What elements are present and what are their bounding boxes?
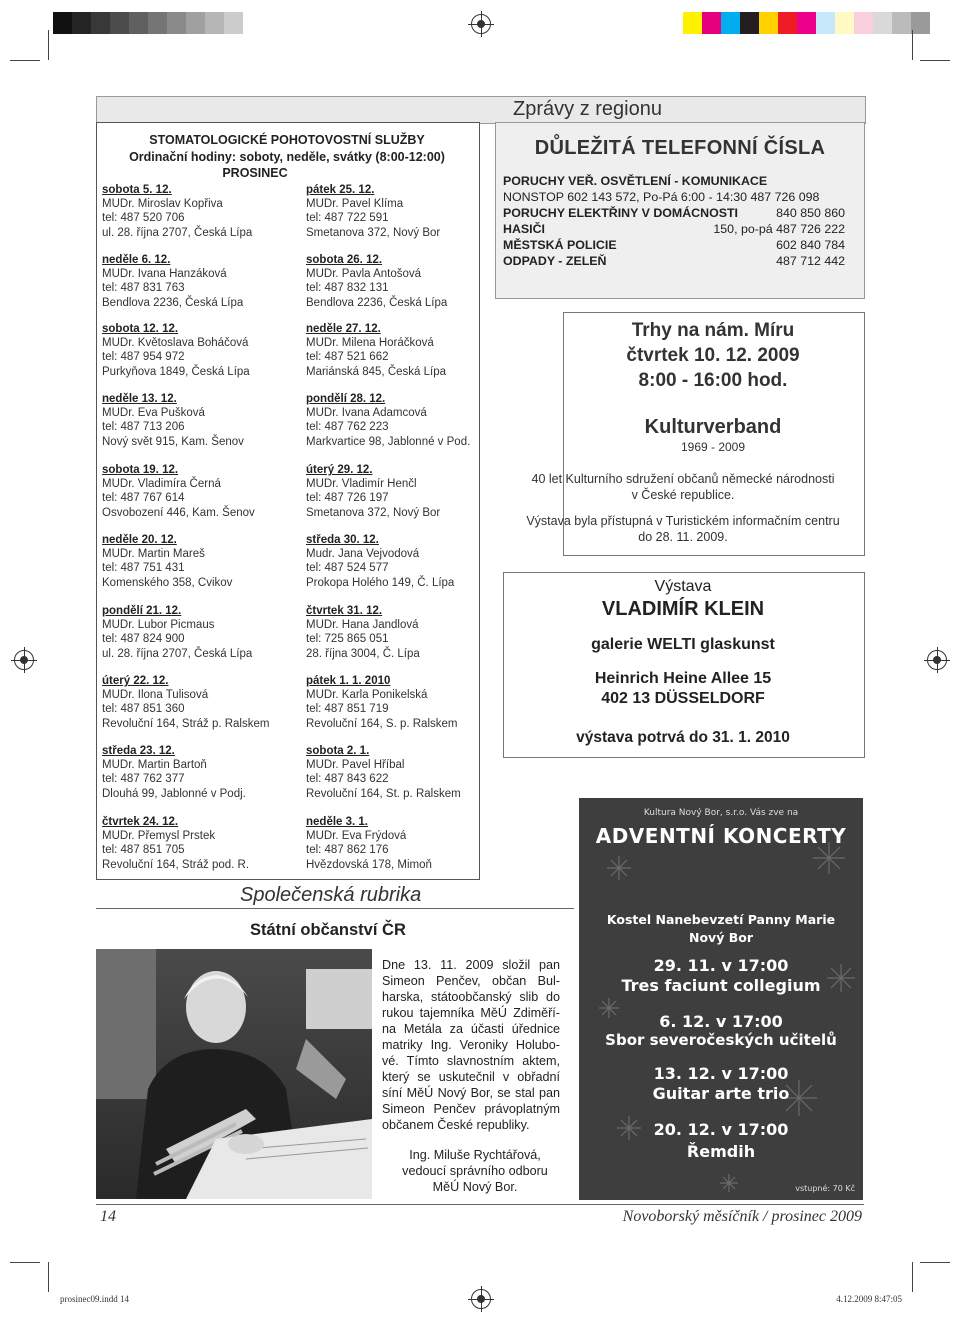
duty-address: Revoluční 164, St. p. Ralskem [306,787,461,800]
registration-mark-bottom [471,1289,491,1309]
duty-phone: tel: 487 722 591 [306,212,389,225]
duty-entry [306,463,440,520]
duty-address: Bendlova 2236, Česká Lípa [102,296,244,309]
phone-line [503,222,845,238]
duty-date: neděle 3. 1. [306,816,369,828]
duty-entry [306,392,470,449]
story-line: který se uskutečnil v obřadní [382,1070,560,1084]
color-swatch [854,12,873,34]
phone-label: PORUCHY ELEKTŘINY V DOMÁCNOSTI [503,206,738,220]
kulturverband-years: 1969 - 2009 [680,440,746,454]
market-title: Trhy na nám. Míru [631,320,795,341]
signature-role: vedoucí správního odboru [402,1164,548,1178]
poster-top: Kultura Nový Bor, s.r.o. Vás zve na [643,808,799,818]
duty-address: Smetanova 372, Nový Bor [306,226,441,239]
color-swatch [873,12,892,34]
crop-mark [10,1262,40,1263]
kulturverband-title: Kulturverband [644,416,782,438]
duty-address: ul. 28. října 2707, Česká Lípa [102,647,253,660]
duty-entry [102,604,252,661]
duty-address: Bendlova 2236, Česká Lípa [306,296,448,309]
color-swatch [778,12,797,34]
exhibition-gallery: galerie WELTI glaskunst [591,636,775,653]
duty-phone: tel: 487 524 577 [306,562,389,575]
duty-entry [102,815,249,872]
advent-concerts-poster [579,798,863,1200]
duty-entry [102,744,246,801]
duty-address: Revoluční 164, Stráž pod. R. [102,858,250,871]
citizenship-story [382,957,560,1133]
duty-entry [102,322,250,379]
duty-doctor: MUDr. Hana Jandlová [306,619,419,632]
crop-mark [912,1262,913,1292]
poster-event-name: Guitar arte trio [652,1084,790,1103]
duty-entry [102,253,243,310]
footer-rule [96,1204,864,1205]
phone-value: 150, po-pá 487 726 222 [713,222,845,236]
color-swatch [91,12,110,34]
color-swatch [148,12,167,34]
phone-value: 840 850 860 [776,206,845,220]
duty-date: sobota 2. 1. [306,745,370,757]
duty-doctor: MUDr. Martin Bartoň [102,759,207,772]
phone-value: 487 712 442 [776,254,845,268]
crop-mark [48,1262,49,1292]
citizenship-title: Státní občanství ČR [250,921,406,939]
duty-address: Osvobození 446, Kam. Šenov [102,506,255,519]
duty-doctor: MUDr. Ivana Adamcová [306,407,427,420]
crop-mark [48,30,49,60]
duty-phone: tel: 487 832 131 [306,282,389,295]
story-line: rukou tajemníka MěÚ Zdiměří- [382,1006,560,1020]
duty-address: Revoluční 164, S. p. Ralskem [306,717,458,730]
duty-date: pátek 1. 1. 2010 [306,675,391,687]
duty-doctor: MUDr. Vladimíra Černá [102,478,221,491]
duty-phone: tel: 487 713 206 [102,421,185,434]
color-swatch [702,12,721,34]
duty-address: Komenského 358, Cvikov [102,576,233,589]
duty-date: středa 23. 12. [102,745,175,757]
phone-heading-text: PORUCHY VEŘ. OSVĚTLENÍ - KOMUNIKACE [503,174,768,188]
poster-event-date: 13. 12. v 17:00 [653,1064,789,1083]
duty-date: čtvrtek 24. 12. [102,816,179,828]
poster-event-date: 29. 11. v 17:00 [653,956,789,975]
duty-phone: tel: 487 851 705 [102,844,185,857]
duty-entry [102,463,255,520]
duty-address: Purkyňova 1849, Česká Lípa [102,365,250,378]
color-swatch [759,12,778,34]
magazine-title: Novoborský měsíčník / prosinec 2009 [622,1208,862,1225]
duty-entry [306,183,440,240]
duty-doctor: MUDr. Pavel Klíma [306,198,404,211]
duty-doctor: MUDr. Eva Frýdová [306,830,407,843]
duty-date: sobota 26. 12. [306,254,383,266]
story-line: Dne 13. 11. 2009 složil pan [382,958,560,972]
duty-phone: tel: 487 851 360 [102,703,185,716]
phone-label: HASIČI [503,222,545,236]
duty-entry [102,674,269,731]
signature-name: Ing. Miluše Rychtářová, [409,1148,541,1162]
color-swatch [167,12,186,34]
crop-mark [10,60,40,61]
poster-event-date: 6. 12. v 17:00 [659,1012,783,1031]
story-line: harska, státoobčanský slib do [382,990,560,1004]
story-line: vé. Tímto slavnostním aktem, [382,1054,560,1068]
kulturverband-text: v České republice. [631,488,735,502]
duty-date: sobota 5. 12. [102,184,172,196]
poster-event-name: Řemdih [686,1142,756,1161]
duty-entry [306,533,454,590]
duty-date: neděle 6. 12. [102,254,171,266]
duty-doctor: MUDr. Karla Ponikelská [306,689,428,702]
crop-mark [920,60,950,61]
region-header-bar [96,96,866,124]
exhibition-artist: VLADIMÍR KLEIN [601,598,765,620]
signature-org: MěÚ Nový Bor. [432,1180,518,1194]
market-hours: 8:00 - 16:00 hod. [638,370,788,391]
stomatology-title: STOMATOLOGICKÉ POHOTOVOSTNÍ SLUŽBY [149,133,425,147]
duty-doctor: MUDr. Lubor Picmaus [102,619,215,632]
registration-mark-right [927,650,947,670]
exhibition-street: Heinrich Heine Allee 15 [594,670,772,687]
slug-file: prosinec09.indd 14 [60,1294,129,1304]
duty-entry [102,183,252,240]
duty-doctor: MUDr. Vladimír Henčl [306,478,417,491]
kulturverband-text: Výstava byla přístupná v Turistickém informačním centru [526,514,840,528]
registration-mark-left [14,650,34,670]
duty-phone: tel: 487 954 972 [102,351,185,364]
color-swatch [911,12,930,34]
duty-doctor: MUDr. Milena Horáčková [306,337,434,350]
duty-phone: tel: 487 726 197 [306,492,389,505]
kulturverband-text: 40 let Kulturního sdružení občanů německé národnosti [531,472,835,486]
exhibition-city: 402 13 DÜSSELDORF [601,690,765,707]
story-line: Simeon Penčev právoplatným [382,1102,560,1116]
phone-line [503,254,845,270]
duty-doctor: MUDr. Martin Mareš [102,548,205,561]
page-number: 14 [100,1208,116,1225]
phone-line [503,206,845,222]
duty-phone: tel: 487 862 176 [306,844,389,857]
poster-entry: vstupné: 70 Kč [795,1184,855,1193]
duty-address: Prokopa Holého 149, Č. Lípa [306,576,455,589]
duty-address: Revoluční 164, Stráž p. Ralskem [102,717,270,730]
phone-heading [503,174,845,190]
duty-entry [306,322,446,379]
color-swatch [129,12,148,34]
duty-date: neděle 27. 12. [306,323,381,335]
duty-phone: tel: 487 767 614 [102,492,185,505]
duty-date: sobota 19. 12. [102,464,179,476]
ceremony-photo [96,949,372,1199]
duty-doctor: MUDr. Ilona Tulisová [102,689,209,702]
duty-date: úterý 22. 12. [102,675,169,687]
duty-doctor: MUDr. Miroslav Kopřiva [102,198,223,211]
duty-address: ul. 28. října 2707, Česká Lípa [102,226,253,239]
story-line: občanem České republiky. [382,1118,530,1132]
region-title: Zprávy z regionu [513,98,662,120]
poster-event-name: Tres faciunt collegium [621,976,821,995]
color-swatch [892,12,911,34]
duty-phone: tel: 487 762 377 [102,773,185,786]
duty-phone: tel: 725 865 051 [306,633,389,646]
poster-event-name: Sbor severočeských učitelů [605,1031,837,1049]
duty-entry [306,674,458,731]
duty-phone: tel: 487 751 431 [102,562,185,575]
color-swatch [224,12,243,34]
duty-address: Hvězdovská 178, Mimoň [306,858,432,871]
stomatology-hours: Ordinační hodiny: soboty, neděle, svátky (8:00-12:00) [129,150,445,164]
duty-phone: tel: 487 762 223 [306,421,389,434]
duty-address: Smetanova 372, Nový Bor [306,506,441,519]
duty-doctor: MUDr. Pavla Antošová [306,268,422,281]
duty-address: Dlouhá 99, Jablonné v Podj. [102,787,246,800]
duty-phone: tel: 487 843 622 [306,773,389,786]
duty-entry [306,253,447,310]
duty-doctor: MUDr. Pavel Hříbal [306,759,405,772]
duty-entry [306,815,432,872]
crop-mark [912,30,913,60]
color-swatch [721,12,740,34]
duty-phone: tel: 487 851 719 [306,703,389,716]
color-swatch [797,12,816,34]
duty-date: pátek 25. 12. [306,184,375,196]
poster-venue-town: Nový Bor [689,930,753,945]
duty-entry [102,533,232,590]
color-swatch [72,12,91,34]
duty-date: sobota 12. 12. [102,323,179,335]
market-date: čtvrtek 10. 12. 2009 [626,345,800,366]
social-rule [96,908,574,909]
color-swatch [740,12,759,34]
poster-venue: Kostel Nanebevzetí Panny Marie [606,912,836,927]
phone-label: ODPADY - ZELEŇ [503,254,607,268]
story-line: síní MěÚ Nový Bor, se stal pan [382,1086,560,1100]
duty-date: úterý 29. 12. [306,464,373,476]
phone-line [503,238,845,254]
stomatology-month: PROSINEC [222,166,288,180]
poster-title: ADVENTNÍ KONCERTY [595,824,847,848]
duty-entry [306,744,461,801]
color-swatch [110,12,129,34]
exhibition-label: Výstava [654,578,712,595]
grayscale-swatches [53,12,243,34]
phone-value: 602 840 784 [776,238,845,252]
color-swatch [835,12,854,34]
duty-date: pondělí 21. 12. [102,605,182,617]
social-section-title: Společenská rubrika [240,884,422,906]
color-swatch [683,12,702,34]
duty-address: 28. října 3004, Č. Lípa [306,647,420,660]
duty-doctor: Mudr. Jana Vejvodová [306,548,420,561]
slug-date: 4.12.2009 8:47:05 [836,1294,902,1304]
duty-date: čtvrtek 31. 12. [306,605,383,617]
exhibition-until: výstava potrvá do 31. 1. 2010 [576,729,790,746]
story-line: na Metála za účasti úřednice [382,1022,560,1036]
phone-numbers-title: DŮLEŽITÁ TELEFONNÍ ČÍSLA [534,137,826,159]
duty-address: Mariánská 845, Česká Lípa [306,365,446,378]
duty-date: neděle 20. 12. [102,534,177,546]
duty-doctor: MUDr. Přemysl Prstek [102,830,216,843]
duty-date: pondělí 28. 12. [306,393,386,405]
duty-address: Nový svět 915, Kam. Šenov [102,435,244,448]
man-signing-photo [96,949,372,1199]
crop-mark [920,1262,950,1263]
duty-date: středa 30. 12. [306,534,379,546]
color-swatch [816,12,835,34]
duty-entry [102,392,244,449]
color-swatch [205,12,224,34]
duty-doctor: MUDr. Eva Pušková [102,407,205,420]
story-line: matriky Ing. Veroniky Holubo- [382,1038,560,1052]
duty-doctor: MUDr. Květoslava Boháčová [102,337,249,350]
registration-mark-top [471,14,491,34]
phone-nonstop: NONSTOP 602 143 572, Po-Pá 6:00 - 14:30 487 726 098 [503,190,820,204]
duty-phone: tel: 487 520 706 [102,212,185,225]
color-swatch [186,12,205,34]
color-swatches [683,12,930,34]
duty-date: neděle 13. 12. [102,393,177,405]
duty-phone: tel: 487 824 900 [102,633,185,646]
duty-doctor: MUDr. Ivana Hanzáková [102,268,227,281]
color-swatch [53,12,72,34]
phone-label: MĚSTSKÁ POLICIE [503,238,617,252]
duty-phone: tel: 487 831 763 [102,282,185,295]
duty-phone: tel: 487 521 662 [306,351,389,364]
kulturverband-text: do 28. 11. 2009. [638,530,728,544]
story-line: Simeon Penčev, občan Bul- [382,974,560,988]
snowflake-pattern [579,798,863,1200]
duty-address: Markvartice 98, Jablonné v Pod. [306,435,471,448]
poster-event-date: 20. 12. v 17:00 [653,1120,789,1139]
duty-entry [306,604,420,661]
